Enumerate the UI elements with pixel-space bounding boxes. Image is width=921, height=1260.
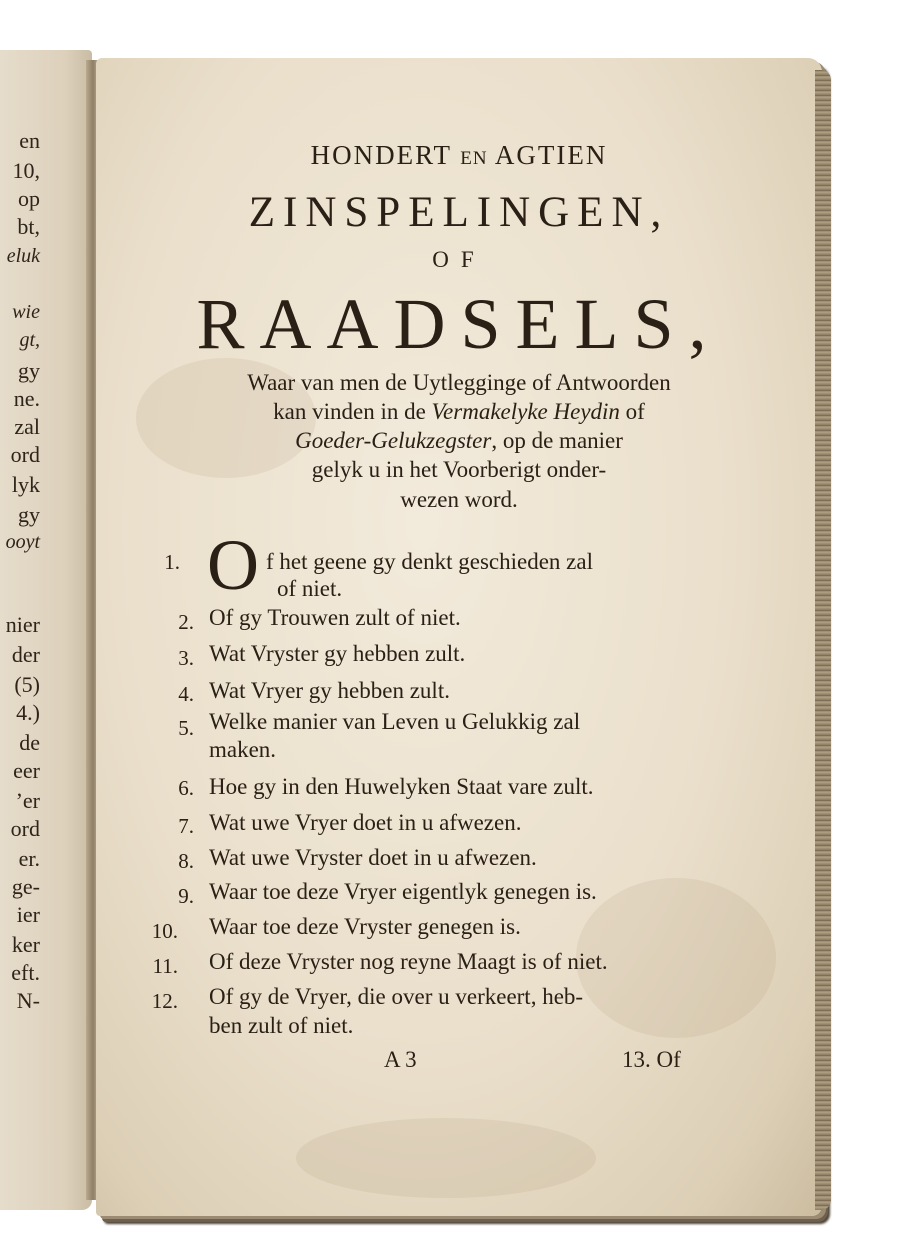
subtitle-line-3 — [96, 429, 822, 452]
left-page-fragment: ge- — [11, 874, 40, 899]
item-text: Welke manier van Leven u Gelukkig zal — [209, 709, 581, 734]
left-page-fragment: bt, — [17, 214, 40, 239]
left-page-fragment: ord — [10, 442, 40, 467]
left-page-fragment: eer — [13, 758, 40, 783]
left-page-fragment: lyk — [11, 472, 40, 497]
item-text: Wat uwe Vryer doet in u afwezen. — [209, 810, 522, 835]
title-word-en: EN — [460, 148, 488, 169]
item-text: Of deze Vryster nog reyne Maagt is of niet. — [209, 949, 608, 974]
item-text: of niet. — [277, 576, 343, 601]
item-text: Wat uwe Vryster doet in u afwezen. — [209, 845, 537, 870]
left-page-fragment: 10, — [12, 158, 40, 183]
left-page-fragment: er. — [18, 846, 40, 871]
item-text: Hoe gy in den Huwelyken Staat vare zult. — [209, 774, 594, 799]
left-page-fragment: op — [18, 186, 40, 211]
left-page-fragment: gt, — [19, 329, 40, 351]
subtitle-text: , op de manier — [491, 428, 623, 453]
signature-mark: A 3 — [384, 1047, 417, 1072]
item-number: 10. — [151, 919, 178, 943]
item-number: 9. — [178, 884, 194, 908]
subtitle-italic: Goeder-Gelukzegster — [295, 428, 492, 453]
facing-page-left — [0, 50, 92, 1210]
left-page-fragment: wie — [12, 301, 40, 323]
subtitle-italic: Vermakelyke Heydin — [431, 399, 620, 424]
item-number: 2. — [178, 610, 194, 634]
catchword: 13. Of — [622, 1047, 681, 1072]
title-line-1 — [96, 140, 822, 171]
subtitle-line-5: wezen word. — [400, 487, 518, 512]
left-page-fragment: N- — [16, 988, 40, 1013]
item-number: 1. — [164, 550, 180, 574]
item-text: Waar toe deze Vryer eigentlyk genegen is. — [209, 879, 597, 904]
item-number: 7. — [178, 814, 194, 838]
left-page-fragment: eft. — [11, 960, 40, 985]
left-page-fragment: der — [11, 642, 40, 667]
page-edge — [815, 70, 831, 1210]
left-page-fragment: ’er — [15, 788, 40, 813]
subtitle-line-1: Waar van men de Uytlegginge of Antwoorden — [247, 370, 671, 395]
title-line-2: ZINSPELINGEN, — [248, 189, 670, 236]
title-line-3: OF — [432, 247, 486, 272]
drop-cap: O — [207, 525, 259, 605]
left-page-fragment: ne. — [13, 386, 40, 411]
left-page-fragment: ker — [11, 932, 40, 957]
subtitle-text: kan vinden in de — [273, 399, 426, 424]
left-page-fragment: ooyt — [5, 531, 40, 553]
left-page-fragment: eluk — [6, 245, 40, 267]
item-number: 5. — [178, 716, 194, 740]
left-page-fragment: en — [19, 128, 40, 153]
item-number: 3. — [178, 646, 194, 670]
left-page-fragment: 4.) — [16, 700, 40, 725]
item-number: 6. — [178, 776, 194, 800]
item-number: 8. — [178, 849, 194, 873]
item-number: 4. — [178, 682, 194, 706]
item-number: 11. — [152, 954, 178, 978]
item-text: Of gy de Vryer, die over u verkeert, heb- — [209, 984, 584, 1009]
left-page-fragment: de — [19, 730, 40, 755]
title-word-agtien: AGTIEN — [494, 140, 608, 170]
item-number: 12. — [151, 989, 178, 1013]
item-text: Wat Vryster gy hebben zult. — [209, 641, 466, 666]
left-page-fragment: ier — [16, 902, 40, 927]
left-page-fragment: gy — [18, 502, 40, 527]
subtitle-line-4: gelyk u in het Voorberigt onder- — [311, 457, 607, 482]
left-page-fragment: ord — [10, 816, 40, 841]
item-text: maken. — [209, 737, 277, 762]
subtitle-line-2 — [96, 400, 822, 423]
left-page-fragment: (5) — [14, 672, 40, 697]
item-text: ben zult of niet. — [209, 1013, 354, 1038]
left-page-fragment: zal — [14, 414, 40, 439]
item-text: f het geene gy denkt geschieden zal — [266, 549, 593, 574]
title-line-4: RAADSELS, — [196, 284, 722, 364]
item-text: Wat Vryer gy hebben zult. — [209, 678, 450, 703]
title-word-hondert: HONDERT — [310, 140, 452, 170]
left-page-fragment: gy — [18, 358, 40, 383]
item-text: Of gy Trouwen zult of niet. — [209, 605, 461, 630]
left-page-fragment: nier — [5, 612, 40, 637]
item-text: Waar toe deze Vryster genegen is. — [209, 914, 521, 939]
subtitle-text: of — [625, 399, 645, 424]
